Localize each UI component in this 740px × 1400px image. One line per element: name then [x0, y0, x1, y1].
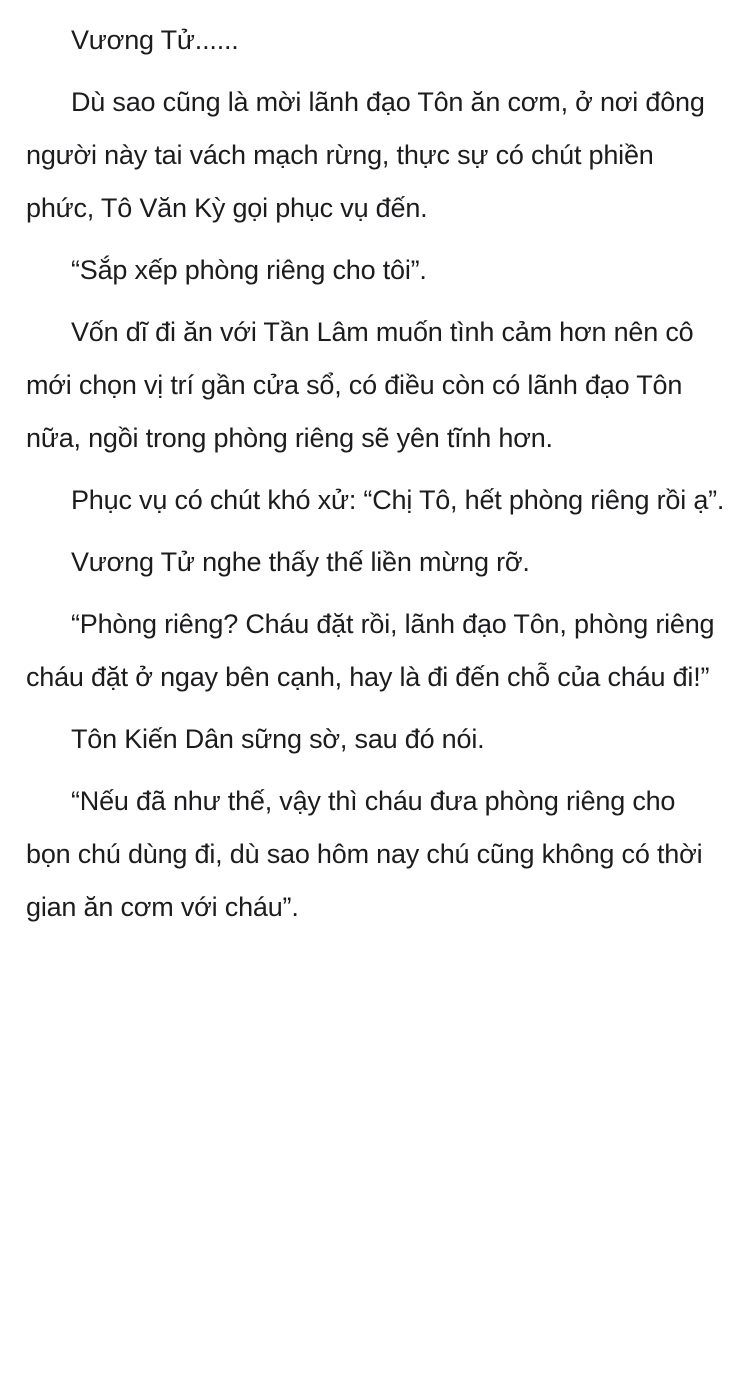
paragraph: “Phòng riêng? Cháu đặt rồi, lãnh đạo Tôn, phòng riêng cháu đặt ở ngay bên cạnh, hay là đi đến chỗ của cháu đi!” — [26, 609, 715, 692]
paragraph: Phục vụ có chút khó xử: “Chị Tô, hết phòng riêng rồi ạ”. — [71, 485, 725, 515]
paragraph: Vốn dĩ đi ăn với Tần Lâm muốn tình cảm hơn nên cô mới chọn vị trí gần cửa sổ, có điều còn có lãnh đạo Tôn nữa, ngồi trong phòng riêng sẽ yên tĩnh hơn. — [26, 317, 694, 453]
paragraph: Vương Tử nghe thấy thế liền mừng rỡ. — [71, 547, 530, 577]
paragraph: Dù sao cũng là mời lãnh đạo Tôn ăn cơm, ở nơi đông người này tai vách mạch rừng, thực sự có chút phiền phức, Tô Văn Kỳ gọi phục vụ đến. — [26, 87, 705, 223]
paragraph: “Sắp xếp phòng riêng cho tôi”. — [71, 255, 427, 285]
paragraph: “Nếu đã như thế, vậy thì cháu đưa phòng riêng cho bọn chú dùng đi, dù sao hôm nay chú cũng không có thời gian ăn cơm với cháu”. — [26, 786, 703, 922]
paragraph: Tôn Kiến Dân sững sờ, sau đó nói. — [71, 724, 485, 754]
paragraph: Vương Tử...... — [71, 25, 239, 55]
